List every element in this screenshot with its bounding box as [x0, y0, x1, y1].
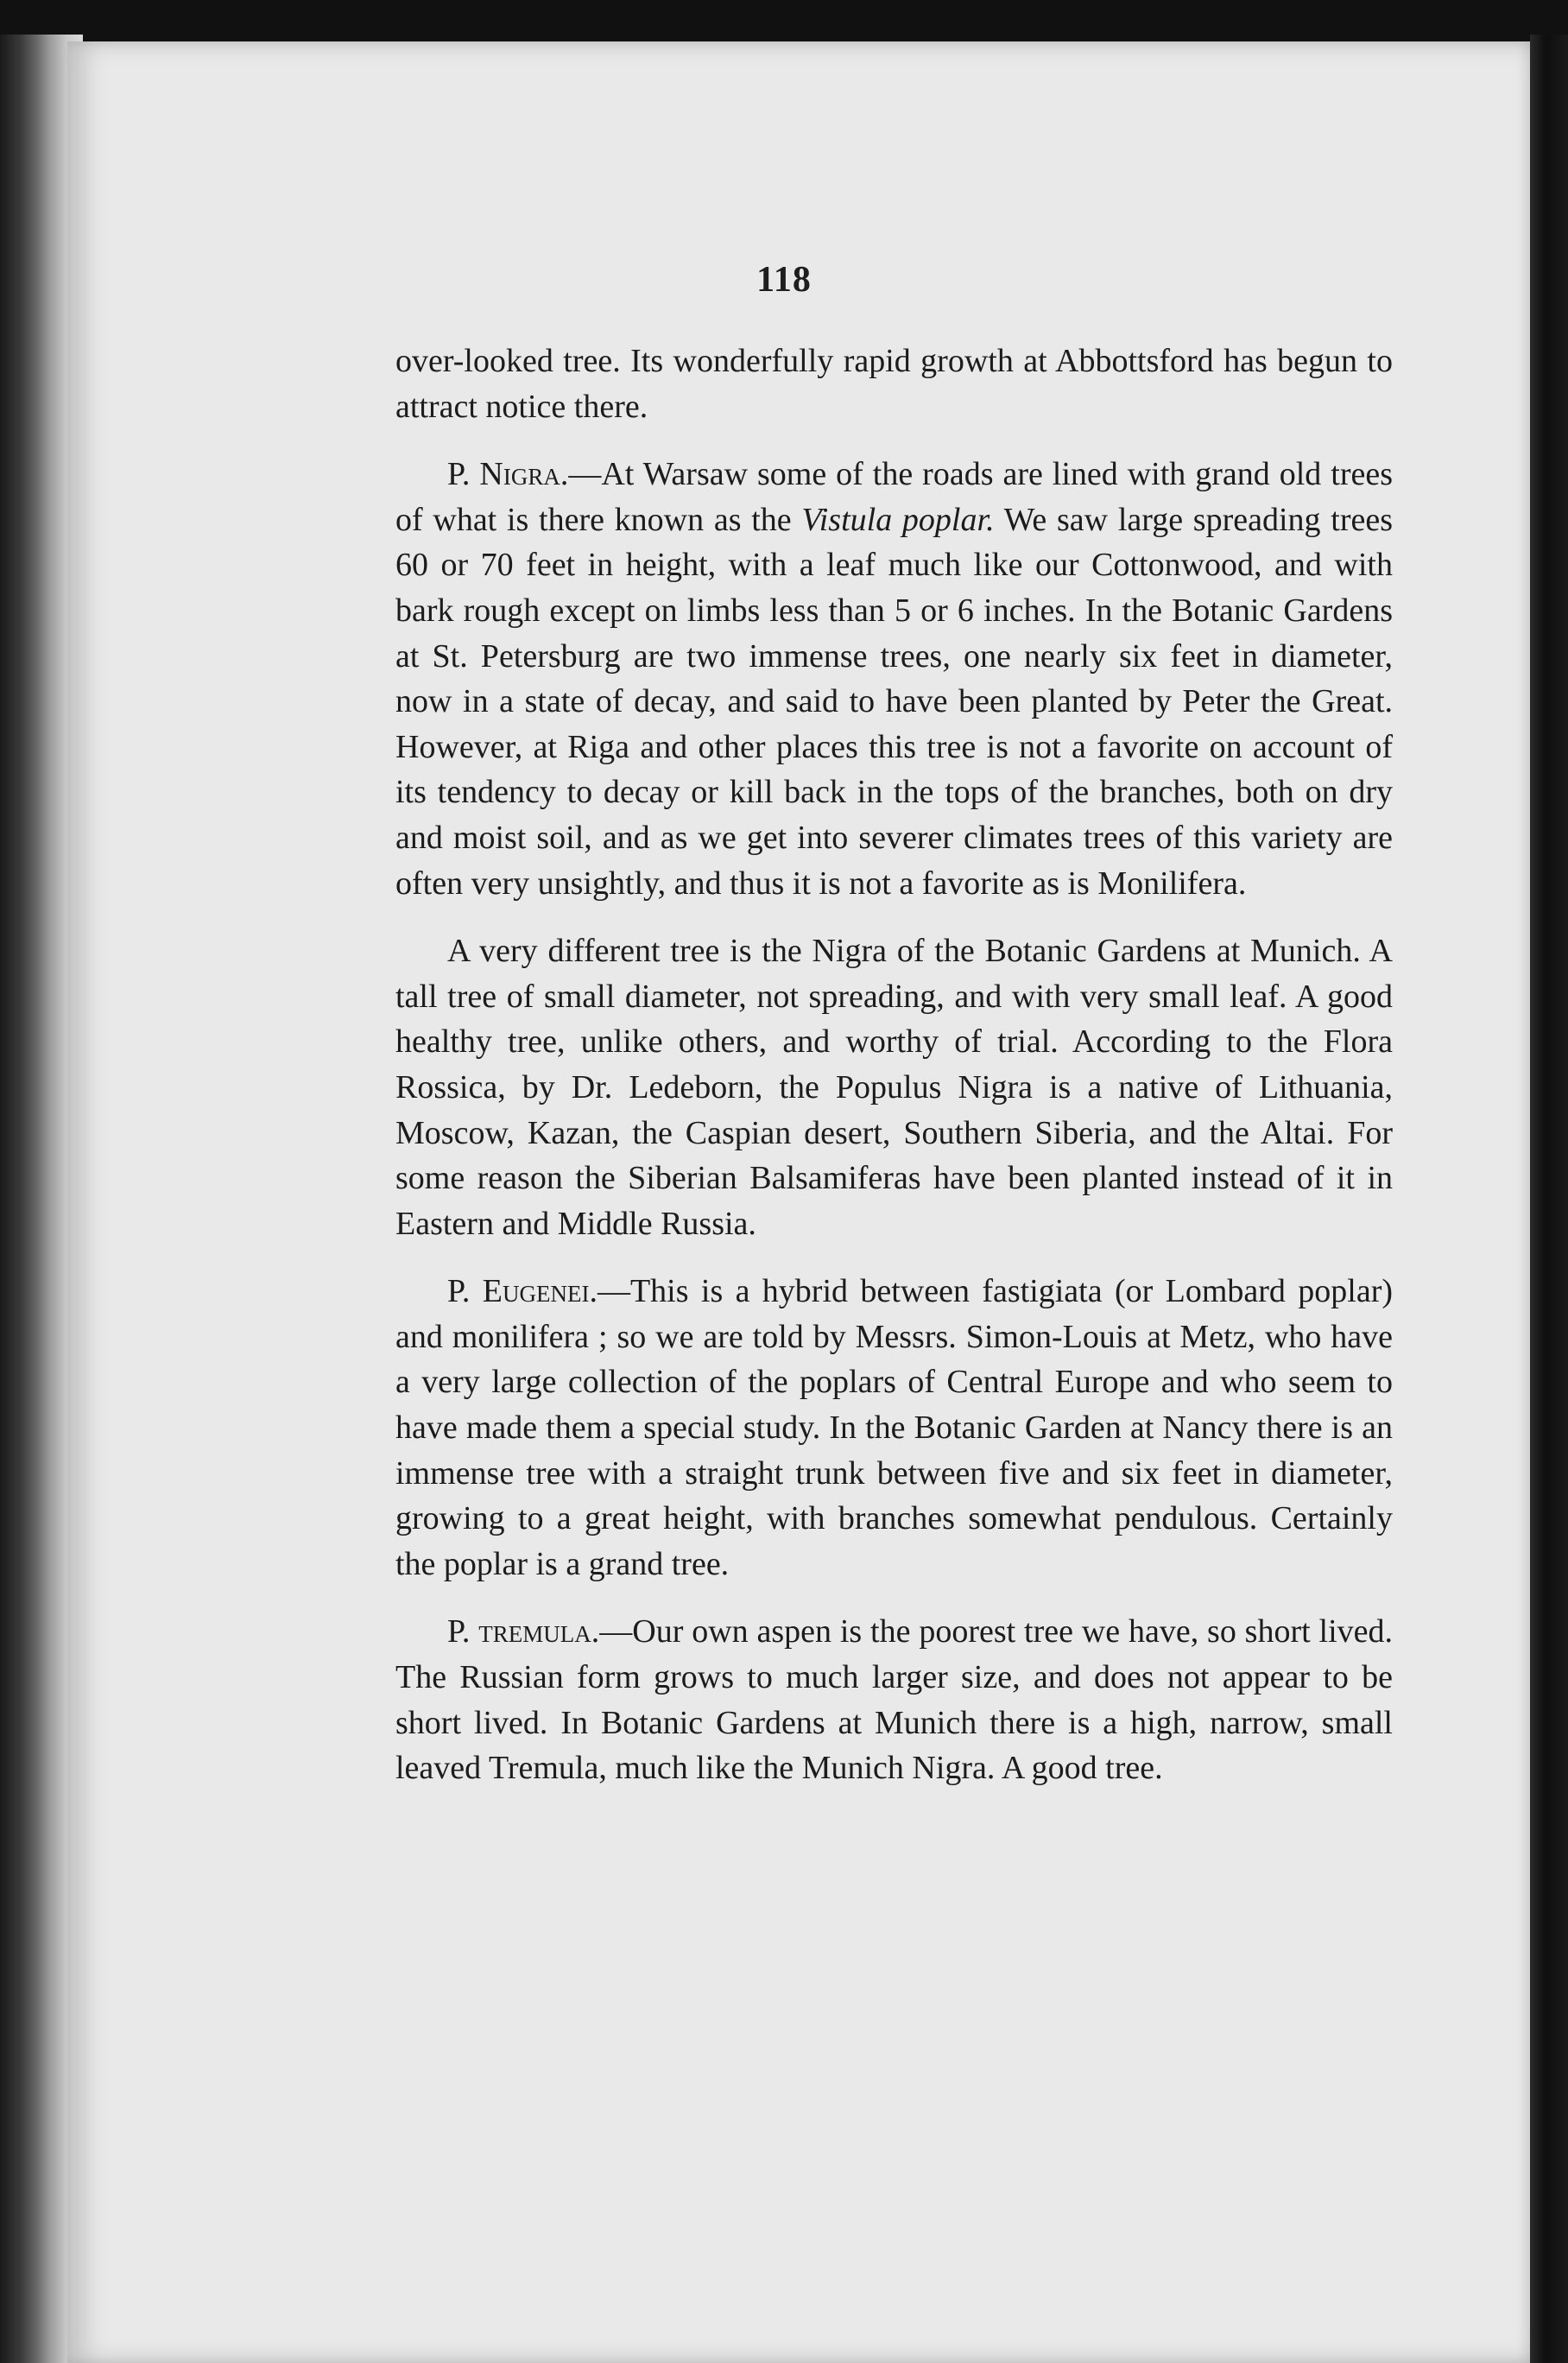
italic-vistula-poplar: Vistula poplar.: [801, 501, 995, 538]
paragraph-p-eugenei: [395, 1269, 1393, 1587]
paragraph-continuation: over-looked tree. Its wonderfully rapid growth at Abbottsford has begun to attract notice there.: [395, 343, 1393, 425]
body-text: [395, 339, 1393, 1814]
paragraph-p-eugenei-text: —This is a hybrid between fastigiata (or Lombard poplar) and monilifera ; so we are told by Messrs. Simon-Louis at Metz, who have a very large collection of the poplars of Central Europe and who seem to have made them a special study. In the Botanic Garden at Nancy there is an immense tree with a straight trunk between five and six feet in diameter, growing to a great height, with branches somewhat pendulous. Certainly the poplar is a grand tree.: [395, 1273, 1393, 1582]
paragraph-p-tremula: [395, 1609, 1393, 1790]
scan-top-border: [0, 0, 1568, 43]
paragraph-p-tremula-text: —Our own aspen is the poorest tree we have, so short lived. The Russian form grows to much larger size, and does not appear to be short lived. In Botanic Gardens at Munich there is a high, narrow, small leaved Tremula, much like the Munich Nigra. A good tree.: [395, 1613, 1393, 1787]
paragraph-p-nigra: [395, 452, 1393, 906]
page-number: 118: [756, 260, 812, 300]
paragraph-p-nigra-text-a: —At Warsaw some of the roads are lined with grand old trees of what is there known as the: [395, 456, 1393, 538]
paragraph-munich-nigra: A very different tree is the Nigra of the Botanic Gardens at Munich. A tall tree of small diameter, not spreading, and with very small leaf. A good healthy tree, unlike others, and worthy of trial. According to the Flora Rossica, by Dr. Ledeborn, the Populus Nigra is a native of Lithuania, Moscow, Kazan, the Caspian desert, Southern Siberia, and the Altai. For some reason the Siberian Balsamiferas have been planted instead of it in Eastern and Middle Russia.: [395, 933, 1393, 1242]
scan-right-border: [1530, 35, 1568, 2363]
section-heading-p-nigra: P. Nigra.: [447, 456, 569, 493]
section-heading-p-eugenei: P. Eugenei.: [447, 1273, 597, 1310]
paragraph-p-nigra-text-b: We saw large spreading trees 60 or 70 feet in height, with a leaf much like our Cottonwood, and with bark rough except on limbs less than 5 or 6 inches. In the Botanic Gardens at St. Petersburg are two immense trees, one nearly six feet in diameter, now in a state of decay, and said to have been planted by Peter the Great. However, at Riga and other places this tree is not a favorite on account of its tendency to decay or kill back in the tops of the branches, both on dry and moist soil, and as we get into severer climates trees of this variety are often very unsightly, and thus it is not a favorite as is Monilifera.: [395, 501, 1393, 902]
section-heading-p-tremula: P. tremula.: [447, 1613, 600, 1650]
